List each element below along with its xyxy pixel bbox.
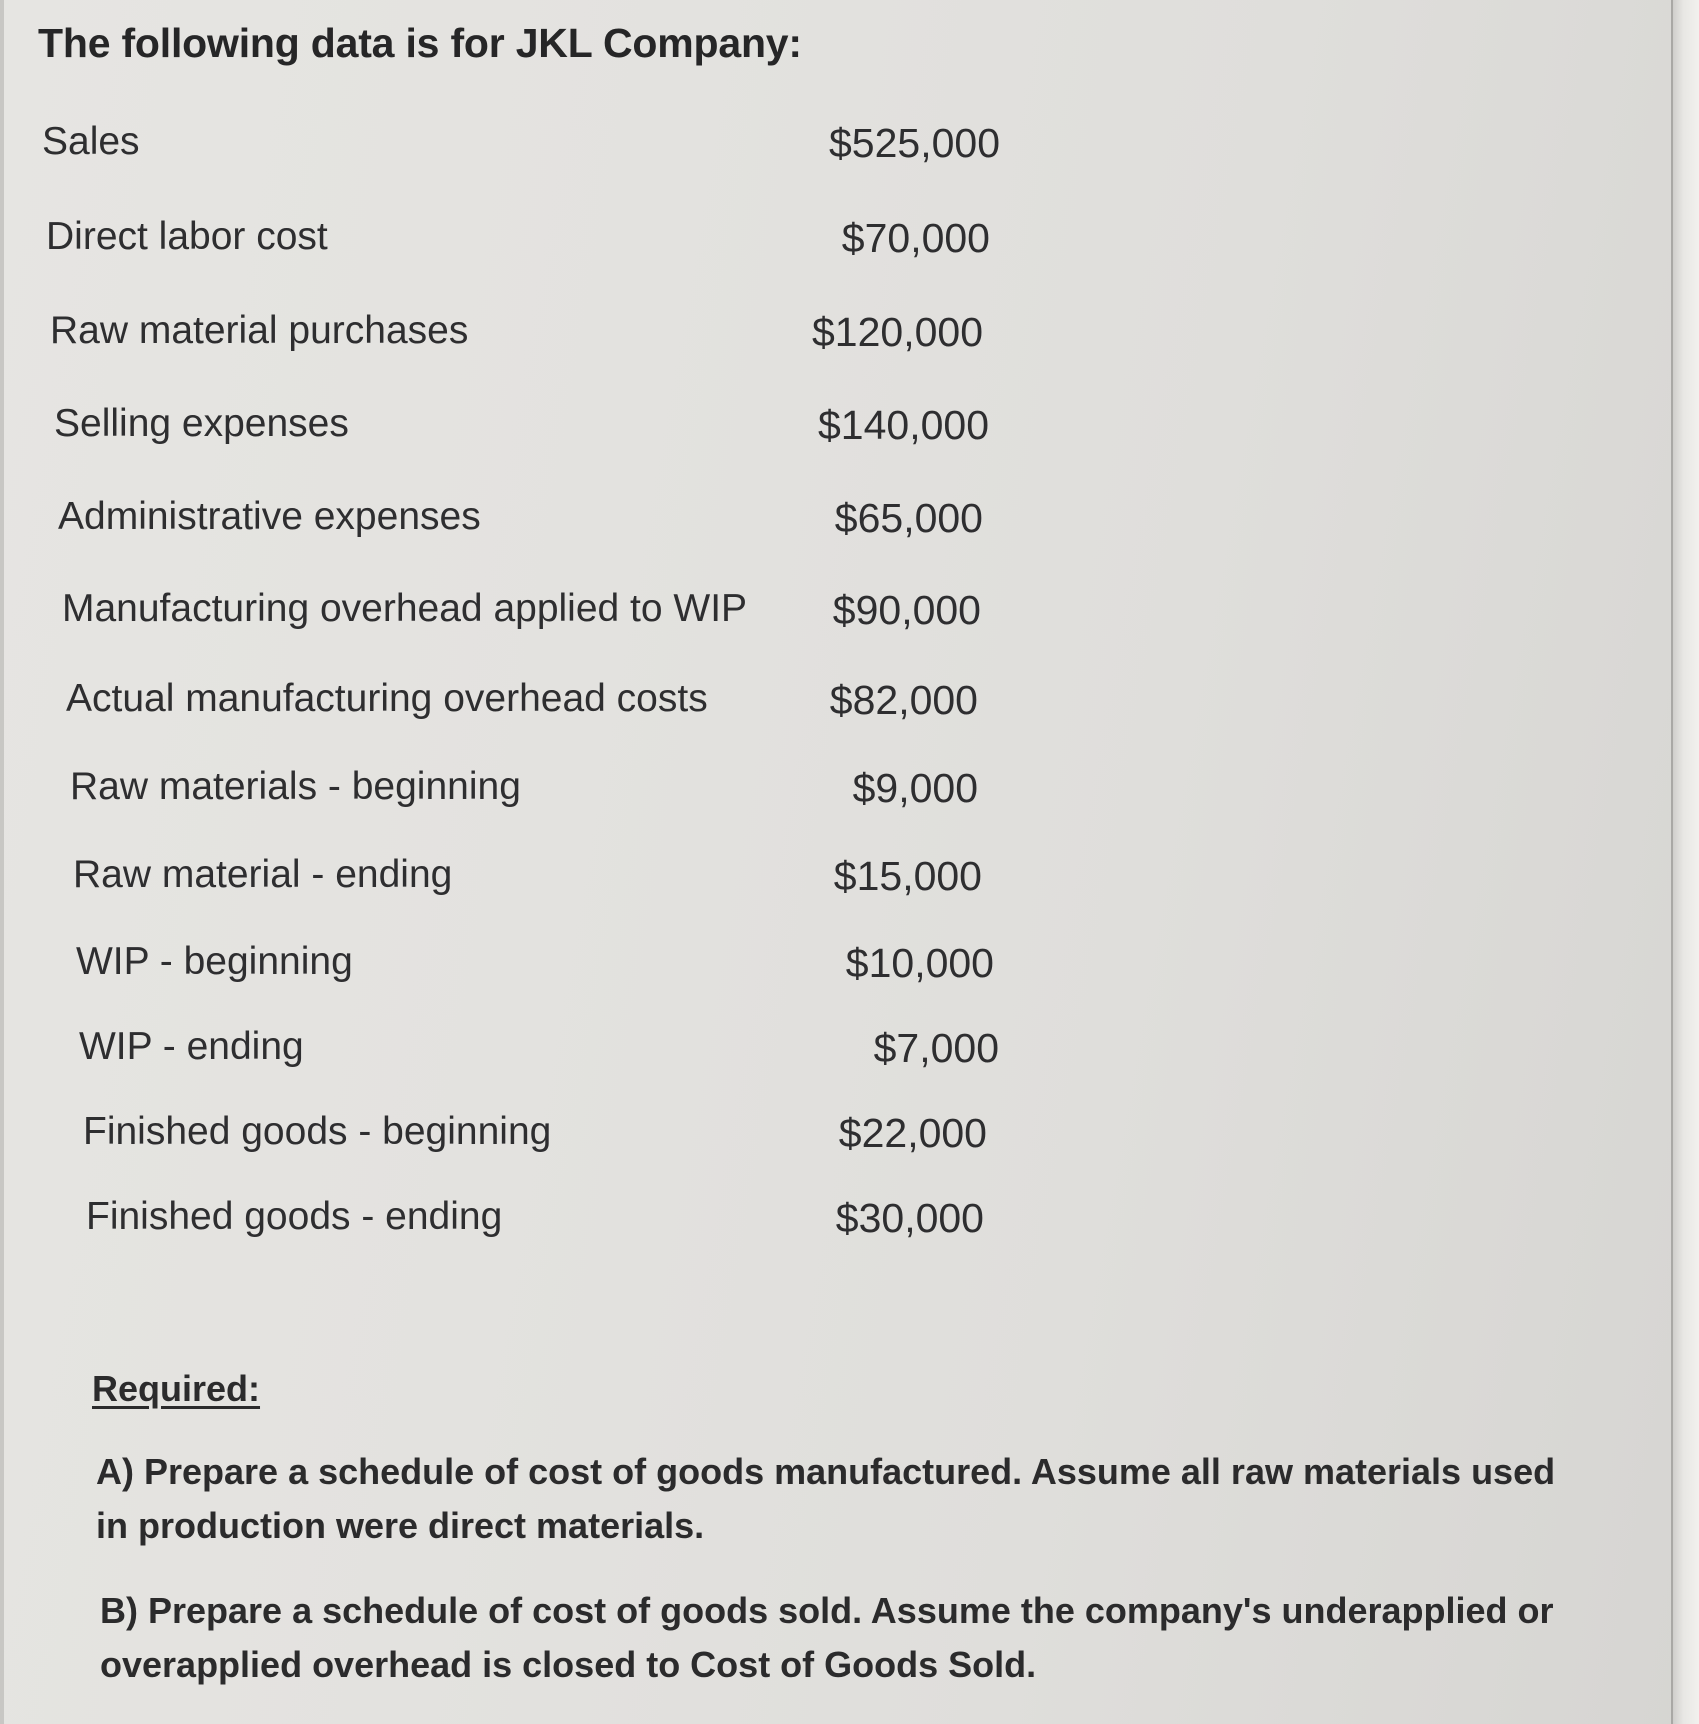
row-value: $22,000 — [838, 1110, 987, 1156]
data-row-administrative-expenses — [58, 495, 983, 555]
row-label: Direct labor cost — [46, 215, 328, 258]
data-row-wip-ending — [79, 1025, 999, 1085]
data-row-actual-overhead — [66, 677, 978, 737]
row-value: $90,000 — [832, 587, 981, 633]
data-row-direct-labor — [46, 215, 990, 275]
screen-left-edge — [0, 0, 4, 1724]
row-value: $15,000 — [833, 853, 982, 899]
row-label: Selling expenses — [54, 402, 349, 445]
row-value: $70,000 — [841, 215, 990, 261]
row-label: Raw material purchases — [50, 309, 469, 352]
row-label: Administrative expenses — [58, 495, 481, 538]
data-row-finished-goods-ending — [86, 1195, 984, 1255]
data-row-sales — [42, 120, 1000, 180]
data-row-raw-material-ending — [73, 853, 982, 913]
row-value: $30,000 — [835, 1195, 984, 1241]
row-label: Finished goods - ending — [86, 1195, 503, 1238]
requirement-a: A) Prepare a schedule of cost of goods manufactured. Assume all raw materials used in production were direct materials. — [96, 1451, 1556, 1546]
data-row-raw-materials-beginning — [70, 765, 978, 825]
row-label: Raw materials - beginning — [70, 765, 521, 808]
row-value: $65,000 — [834, 495, 983, 541]
data-row-finished-goods-beginning — [83, 1110, 987, 1170]
data-row-selling-expenses — [54, 402, 989, 462]
page-title: The following data is for JKL Company: — [38, 20, 802, 66]
row-label: Finished goods - beginning — [83, 1110, 552, 1153]
row-label: WIP - ending — [79, 1025, 304, 1068]
row-value: $82,000 — [829, 677, 978, 723]
row-value: $9,000 — [852, 765, 978, 811]
row-label: Actual manufacturing overhead costs — [66, 677, 708, 720]
row-value: $525,000 — [828, 120, 1000, 166]
row-value: $140,000 — [817, 402, 989, 448]
data-row-overhead-applied — [62, 587, 981, 647]
data-row-wip-beginning — [76, 940, 994, 1000]
row-label: Manufacturing overhead applied to WIP — [62, 587, 748, 630]
screen-right-edge — [1671, 0, 1699, 1724]
row-value: $10,000 — [845, 940, 994, 986]
required-heading: Required: — [92, 1368, 261, 1409]
row-value: $7,000 — [873, 1025, 999, 1071]
row-label: Raw material - ending — [73, 853, 453, 896]
row-label: WIP - beginning — [76, 940, 353, 983]
row-label: Sales — [42, 120, 140, 163]
row-value: $120,000 — [811, 309, 983, 355]
data-row-raw-material-purchases — [50, 309, 983, 369]
requirement-b: B) Prepare a schedule of cost of goods sold. Assume the company's underapplied or overapplied overhead is closed to Cost of Goods Sold. — [100, 1590, 1554, 1685]
